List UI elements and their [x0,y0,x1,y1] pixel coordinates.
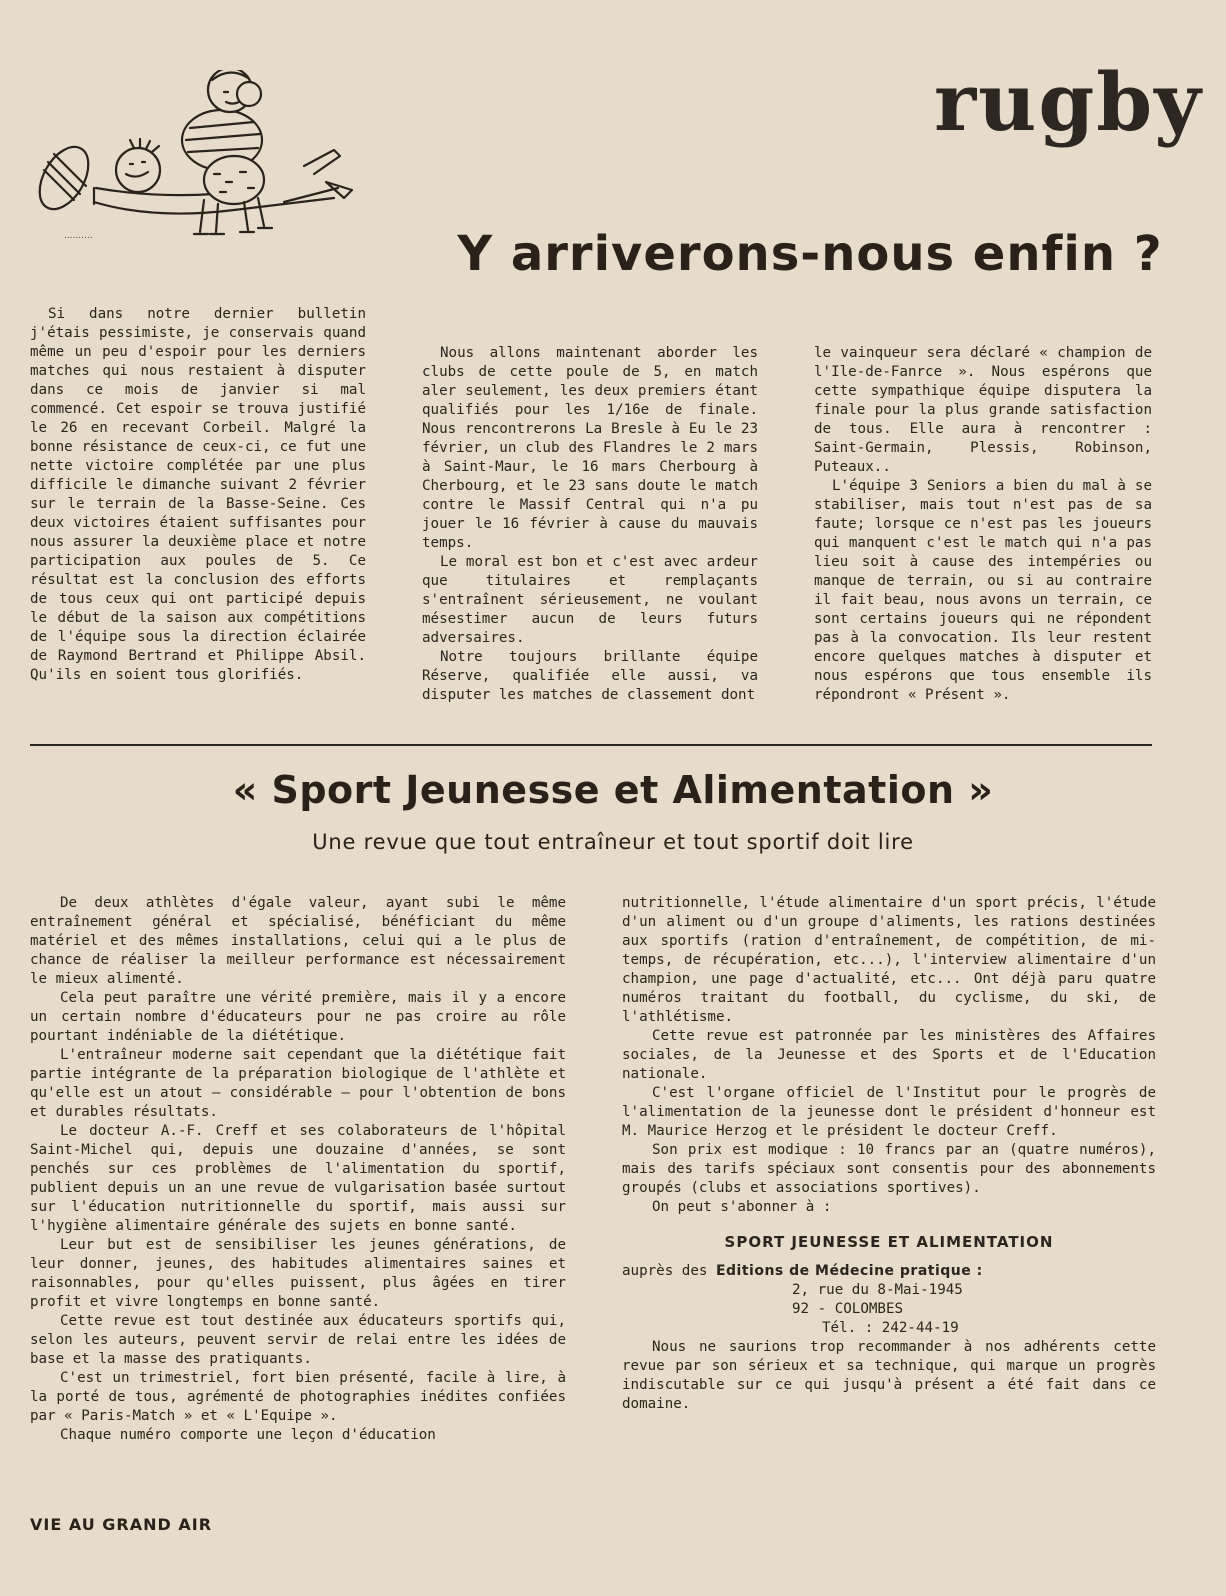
subscription-publisher-line [622,1262,1156,1281]
publisher-name: Editions de Médecine pratique : [715,1263,983,1279]
paragraph: Si dans notre dernier bulletin j'étais pessimiste, je conservais quand même un peu d'espoir pour les derniers matches qui nous restaient à disputer dans ce mois de janvier si mal commencé. Cet espoir se trouva justifié le 26 en recevant Corbeil. Malgré la bonne résistance de ceux-ci, ce fut une nette victoire complétée par une plus difficile le dimanche suivant 2 février sur le terrain de la Basse-Seine. Ces deux victoires étaient suffisantes pour nous assurer la deuxième place et notre participation aux poules de 5. Ce résultat est la conclusion des efforts de tous ceux qui ont participé depuis le début de la saison aux compétitions de l'équipe sous la direction éclairée de Raymond Bertrand et Philippe Absil. Qu'ils en soient tous glorifiés. [30,306,366,683]
paragraph-continuation: nutritionnelle, l'étude alimentaire d'un sport précis, l'étude d'un aliment ou d'un groupe d'aliments, les rations destinées aux sportifs (ration d'entraînement, de compétition, de mi-temps, de récupération, etc...), l'interview alimentaire d'un champion, une page d'actualité, etc... Ont déjà paru quatre numéros traitant du football, du cyclisme, du ski, de l'athlétisme. [622,895,1156,1025]
paragraph: Le moral est bon et c'est avec ardeur que titulaires et remplaçants s'entraînent sérieusement, ne voulant mésestimer aucun de leurs futurs adversaires. [422,554,758,646]
address-phone: Tél. : 242-44-19 [822,1320,959,1336]
paragraph: De deux athlètes d'égale valeur, ayant subi le même entraînement général et spécialisé, bénéficiant du même matériel et des mêmes installations, celui qui a le plus de chance de réaliser la meilleur performance est nécessairement le mieux alimenté. [30,895,566,987]
subscription-info [622,1198,1156,1338]
paragraph-continuation: le vainqueur sera déclaré « champion de l'Ile-de-Fanrce ». Nous espérons que cette sympathique équipe disputera la finale pour la plus grande satisfaction de tous. Elle aura à rencontrer : Saint-Germain, Plessis, Robinson, Puteaux.. [814,345,1152,475]
paragraph: Nous allons maintenant aborder les clubs de cette poule de 5, en match aler seulement, les deux premiers étant qualifiés pour les 1/16e de finale. Nous rencontrerons La Bresle à Eu le 23 février, un club des Flandres le 2 mars à Saint-Maur, le 16 mars Cherbourg à Cherbourg, et le 23 sans doute le match contre le Massif Central qui n'a pu jouer le 16 février à cause du mauvais temps. [422,345,758,551]
subscription-magazine-name: SPORT JEUNESSE ET ALIMENTATION [724,1233,1054,1251]
publisher-prefix: auprès des [622,1263,708,1279]
paragraph: C'est un trimestriel, fort bien présenté, facile à lire, à la porté de tous, agrémenté de photographies inédites confiées par « Paris-Match » et « L'Equipe ». [30,1370,566,1424]
rugby-column-2 [422,344,758,705]
paragraph: L'équipe 3 Seniors a bien du mal à se stabiliser, mais tout n'est pas de sa faute; lorsque ce n'est pas les joueurs qui manquent c'est le match qui n'a pas lieu soit à cause des intempéries ou manque de terrain, ou si au contraire il fait beau, nous avons un terrain, ce sont certains joueurs qui ne répondent pas à la convocation. Ils leur restent encore quelques matches à disputer et nous espérons que tous ensemble ils répondront « Présent ». [814,478,1152,703]
headline-nutrition-article: « Sport Jeunesse et Alimentation » [232,768,994,812]
paragraph: Chaque numéro comporte une leçon d'éducation [60,1427,436,1443]
paragraph: Son prix est modique : 10 francs par an (quatre numéros), mais des tarifs spéciaux sont consentis pour des abonnements groupés (clubs et associations sportives). [622,1142,1156,1196]
svg-text:..........: .......... [64,231,93,241]
closing-paragraph: Nous ne saurions trop recommander à nos adhérents cette revue par son sérieux et sa technique, qui marque un progrès indiscutable sur ce qui jusqu'à présent a été fait dans ce domaine. [622,1339,1156,1412]
paragraph: Cette revue est tout destinée aux éducateurs sportifs qui, selon les auteurs, peuvent servir de relai entre les idées de base et la masse des pratiquants. [30,1313,566,1367]
section-title-rugby: rugby [934,55,1203,149]
paragraph: Leur but est de sensibiliser les jeunes générations, de leur donner, jeunes, des habitudes alimentaires saines et raisonnables, pour qu'elles puissent, plus âgées en tirer profit et vivre longtemps en bonne santé. [30,1237,566,1310]
rugby-cartoon-illustration [34,70,364,242]
section-divider [30,744,1152,746]
paragraph: Le docteur A.-F. Creff et ses colaborateurs de l'hôpital Saint-Michel qui, depuis une douzaine d'années, se sont penchés sur ces problèmes de l'alimentation du sportif, publient depuis un an une revue de vulgarisation basée surtout sur l'éducation nutritionnelle du sportif, mais aussi sur l'hygiène alimentaire générale des sujets en bonne santé. [30,1123,566,1234]
paragraph: Cette revue est patronnée par les ministères des Affaires sociales, de la Jeunesse et des Sports et de l'Education nationale. [622,1028,1156,1082]
rugby-column-1 [30,305,366,685]
paragraph: C'est l'organe officiel de l'Institut pour le progrès de l'alimentation de la jeunesse dont le président d'honneur est M. Maurice Herzog et le président le docteur Creff. [622,1085,1156,1139]
paragraph: L'entraîneur moderne sait cependant que la diététique fait partie intégrante de la préparation biologique de l'athlète et qu'elle est un atout — considérable — pour l'obtention de bons et durables résultats. [30,1047,566,1120]
paragraph: Cela peut paraître une vérité première, mais il y a encore un certain nombre d'éducateurs pour ne pas croire au rôle pourtant indéniable de la diététique. [30,990,566,1044]
headline-rugby-article: Y arriverons-nous enfin ? [457,226,1163,282]
address-city: 92 - COLOMBES [792,1301,904,1317]
nutrition-column-1 [30,894,566,1445]
subscription-lead: On peut s'abonner à : [652,1199,832,1215]
publisher-address [622,1281,1156,1338]
subheadline-nutrition-article: Une revue que tout entraîneur et tout sportif doit lire [312,830,914,854]
nutrition-column-2 [622,894,1156,1414]
publication-footer: VIE AU GRAND AIR [30,1515,213,1534]
address-street: 2, rue du 8-Mai-1945 [792,1282,963,1298]
rugby-column-3 [814,344,1152,705]
paragraph: Notre toujours brillante équipe Réserve, qualifiée elle aussi, va disputer les matches de classement dont [422,649,758,703]
